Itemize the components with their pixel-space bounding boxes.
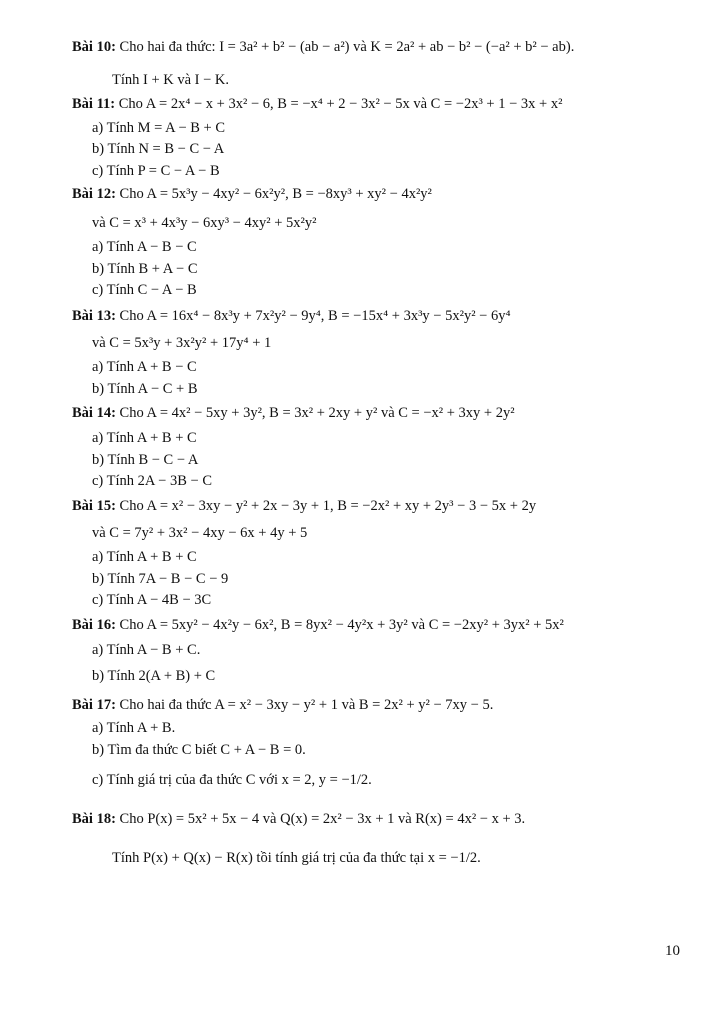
problem-text: Cho A = 5xy² − 4x²y − 6x², B = 8yx² − 4y²x + 3y² và C = −2xy² + 3yx² + 5x² bbox=[119, 617, 564, 633]
problem-line: và C = 7y² + 3x² − 4xy − 6x + 4y + 5 bbox=[92, 525, 308, 541]
problem-title: Bài 14: bbox=[72, 405, 116, 421]
problem-title: Bài 13: bbox=[72, 308, 116, 324]
problem-11 bbox=[72, 95, 562, 113]
problem-line: Tính I + K và I − K. bbox=[112, 72, 230, 88]
problem-15 bbox=[72, 497, 536, 515]
problem-16 bbox=[72, 616, 564, 634]
sub-question: c) Tính 2A − 3B − C bbox=[92, 473, 213, 489]
sub-question: a) Tính A − B − C bbox=[92, 239, 197, 255]
problem-line: và C = 5x³y + 3x²y² + 17y⁴ + 1 bbox=[92, 335, 272, 351]
sub-question: a) Tính A + B. bbox=[92, 720, 176, 736]
problem-title: Bài 10: bbox=[72, 39, 116, 55]
sub-question: c) Tính A − 4B − 3C bbox=[92, 592, 212, 608]
problem-text: Cho A = 16x⁴ − 8x³y + 7x²y² − 9y⁴, B = −15x⁴ + 3x³y − 5x²y² − 6y⁴ bbox=[119, 308, 511, 324]
problem-text: Cho hai đa thức A = x² − 3xy − y² + 1 và B = 2x² + y² − 7xy − 5. bbox=[119, 697, 494, 713]
sub-question: c) Tính P = C − A − B bbox=[92, 163, 220, 179]
sub-question: a) Tính M = A − B + C bbox=[92, 120, 226, 136]
problem-14 bbox=[72, 404, 515, 422]
problem-line: và C = x³ + 4x³y − 6xy³ − 4xy² + 5x²y² bbox=[92, 215, 317, 231]
sub-question: a) Tính A + B + C bbox=[92, 430, 197, 446]
sub-question: b) Tính B + A − C bbox=[92, 261, 198, 277]
sub-question: a) Tính A + B + C bbox=[92, 549, 197, 565]
problem-title: Bài 18: bbox=[72, 811, 116, 827]
problem-text: Cho P(x) = 5x² + 5x − 4 và Q(x) = 2x² − 3x + 1 và R(x) = 4x² − x + 3. bbox=[119, 811, 526, 827]
sub-question: b) Tìm đa thức C biết C + A − B = 0. bbox=[92, 742, 306, 758]
problem-title: Bài 15: bbox=[72, 498, 116, 514]
sub-question: b) Tính B − C − A bbox=[92, 452, 199, 468]
problem-10 bbox=[72, 38, 574, 56]
sub-question: b) Tính 7A − B − C − 9 bbox=[92, 571, 229, 587]
problem-17 bbox=[72, 696, 493, 714]
problem-13 bbox=[72, 307, 511, 325]
problem-title: Bài 17: bbox=[72, 697, 116, 713]
problem-text: Cho A = x² − 3xy − y² + 2x − 3y + 1, B = −2x² + xy + 2y³ − 3 − 5x + 2y bbox=[119, 498, 537, 514]
sub-question: c) Tính giá trị của đa thức C với x = 2, y = −1/2. bbox=[92, 772, 372, 788]
problem-text: Cho A = 5x³y − 4xy² − 6x²y², B = −8xy³ + xy² − 4x²y² bbox=[119, 186, 432, 202]
sub-question: c) Tính C − A − B bbox=[92, 282, 197, 298]
problem-12 bbox=[72, 185, 432, 203]
sub-question: a) Tính A − B + C. bbox=[92, 642, 201, 658]
sub-question: b) Tính A − C + B bbox=[92, 381, 198, 397]
problem-title: Bài 12: bbox=[72, 186, 116, 202]
sub-question: a) Tính A + B − C bbox=[92, 359, 197, 375]
sub-question: b) Tính N = B − C − A bbox=[92, 141, 225, 157]
sub-question: b) Tính 2(A + B) + C bbox=[92, 668, 216, 684]
problem-title: Bài 16: bbox=[72, 617, 116, 633]
problem-text: Cho hai đa thức: I = 3a² + b² − (ab − a²) và K = 2a² + ab − b² − (−a² + b² − ab). bbox=[119, 39, 575, 55]
problem-text: Cho A = 2x⁴ − x + 3x² − 6, B = −x⁴ + 2 − 3x² − 5x và C = −2x³ + 1 − 3x + x² bbox=[118, 96, 563, 112]
page-number: 10 bbox=[665, 943, 680, 959]
problem-line: Tính P(x) + Q(x) − R(x) tồi tính giá trị của đa thức tại x = −1/2. bbox=[112, 850, 481, 866]
problem-18 bbox=[72, 810, 525, 828]
problem-title: Bài 11: bbox=[72, 96, 116, 112]
problem-text: Cho A = 4x² − 5xy + 3y², B = 3x² + 2xy + y² và C = −x² + 3xy + 2y² bbox=[119, 405, 515, 421]
